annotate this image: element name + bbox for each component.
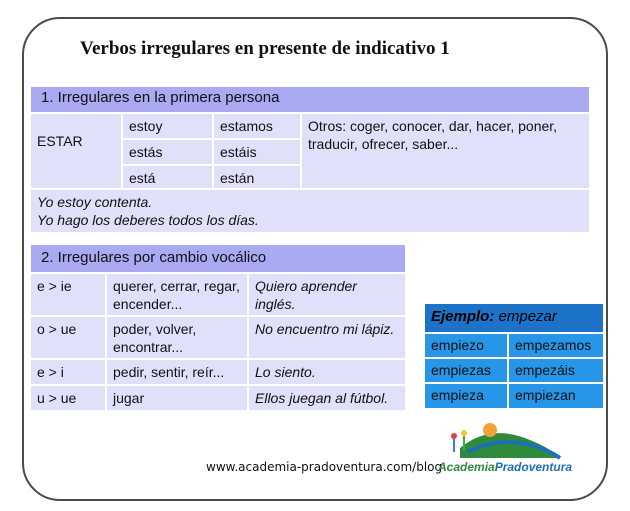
example-label: Ejemplo: [431,308,495,325]
change-1: e > ie [31,274,105,315]
example-box-header [425,304,603,332]
example-form-5: empieza [425,384,507,408]
academia-logo-text [438,460,572,474]
form-plural-3: están [214,166,300,188]
example-4: Ellos juegan al fútbol. [249,386,405,410]
form-singular-3: está [123,166,212,188]
form-singular-1: estoy [123,114,212,138]
section1-examples [31,190,589,232]
example-sentence-1: Yo estoy contenta. [37,194,153,210]
example-2: No encuentro mi lápiz. [249,317,405,358]
example-form-3: empiezas [425,359,507,382]
example-verb: empezar [498,308,557,325]
example-sentence-2: Yo hago los deberes todos los días. [37,212,259,228]
verbs-2: poder, volver, encontrar... [107,317,247,358]
form-plural-2: estáis [214,140,300,164]
example-form-2: empezamos [509,334,603,357]
example-form-1: empiezo [425,334,507,357]
change-4: u > ue [31,386,105,410]
change-3: e > i [31,360,105,384]
verb-label: ESTAR [31,114,121,188]
academia-logo-graphic [440,418,565,460]
footer-url: www.academia-pradoventura.com/blog [206,460,443,474]
change-2: o > ue [31,317,105,358]
section2-header: 2. Irregulares por cambio vocálico [31,245,405,272]
verbs-1: querer, cerrar, regar, encender... [107,274,247,315]
example-form-6: empiezan [509,384,603,408]
example-1: Quiero aprender inglés. [249,274,405,315]
form-plural-1: estamos [214,114,300,138]
form-singular-2: estás [123,140,212,164]
verbs-4: jugar [107,386,247,410]
other-verbs: Otros: coger, conocer, dar, hacer, poner, traducir, ofrecer, saber... [302,114,589,188]
logo-part2: Pradoventura [494,460,573,474]
example-3: Lo siento. [249,360,405,384]
section1-header: 1. Irregulares en la primera persona [31,87,589,112]
logo-part1: Academia [438,460,495,474]
example-form-4: empezáis [509,359,603,382]
verbs-3: pedir, sentir, reír... [107,360,247,384]
page-title: Verbos irregulares en presente de indicativo 1 [80,38,450,59]
